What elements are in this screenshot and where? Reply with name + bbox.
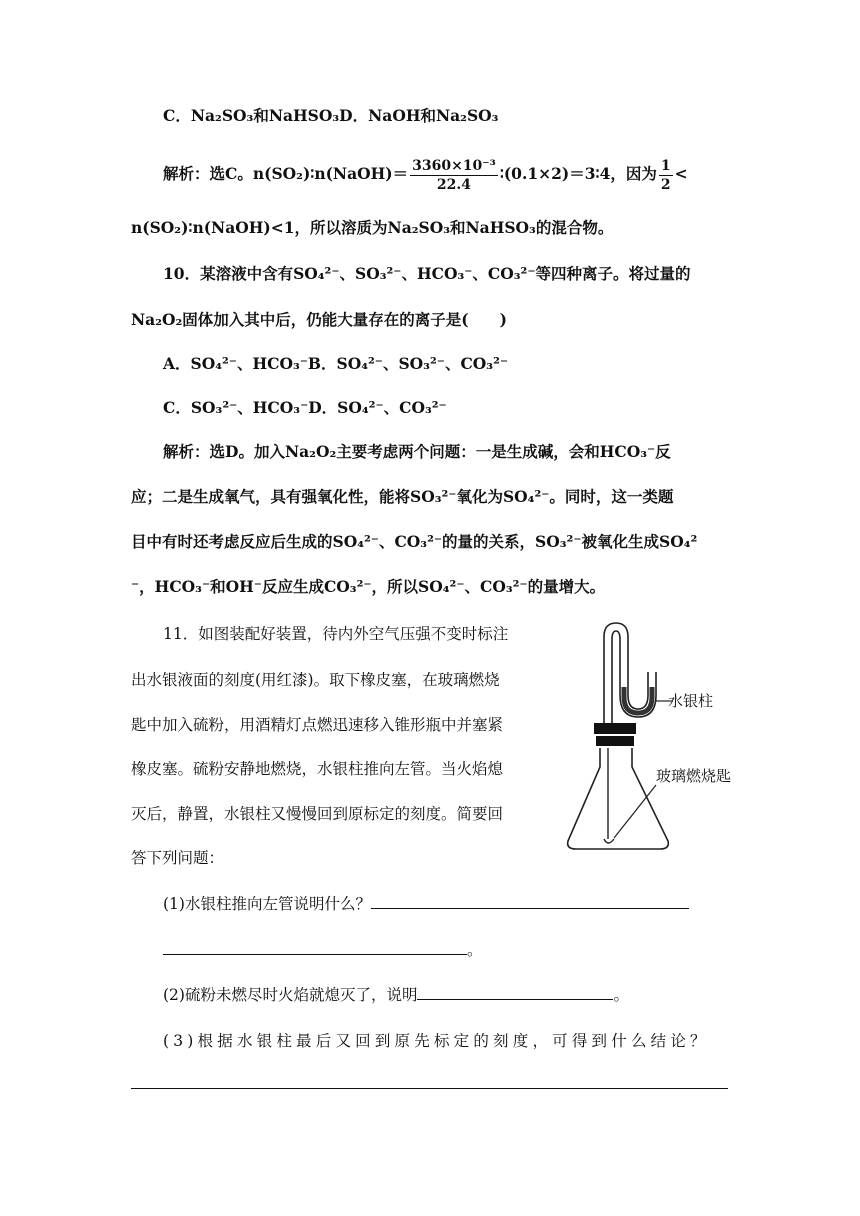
stopper-top — [594, 723, 636, 734]
label-spoon: 玻璃燃烧匙 — [656, 767, 732, 785]
q10-analysis-line3: 目中有时还考虑反应后生成的SO₄²⁻、CO₃²⁻的量的关系，SO₃²⁻被氧化生成SO₄² — [131, 532, 698, 551]
answer-blank-3[interactable] — [131, 1088, 728, 1089]
sub2-text: (2)硫粉未燃尽时火焰就熄灭了，说明 — [163, 986, 418, 1004]
q9-options-cd: C．Na₂SO₃和NaHSO₃D．NaOH和Na₂SO₃ — [163, 106, 499, 125]
apparatus-figure — [556, 617, 756, 857]
fraction-moles — [410, 157, 498, 194]
period-1: 。 — [467, 941, 483, 959]
analysis-expr1: n(SO₂)∶n(NaOH)＝ — [252, 164, 409, 183]
q11-stem-line4: 橡皮塞。硫粉安静地燃烧，水银柱推向左管。当火焰熄 — [131, 760, 504, 778]
q10-analysis-line4: ⁻，HCO₃⁻和OH⁻反应生成CO₃²⁻，所以SO₄²⁻、CO₃²⁻的量增大。 — [131, 577, 606, 596]
q10-stem-line1: 10．某溶液中含有SO₄²⁻、SO₃²⁻、HCO₃⁻、CO₃²⁻等四种离子。将过量的 — [163, 264, 691, 283]
q10-options-cd: C．SO₃²⁻、HCO₃⁻D．SO₄²⁻、CO₃²⁻ — [163, 398, 447, 417]
stopper-bottom — [596, 736, 634, 746]
half-numerator: 1 — [660, 157, 671, 174]
analysis-expr2: ∶(0.1×2)＝3∶4，因为 — [499, 164, 657, 183]
fraction-half — [659, 157, 673, 194]
label-mercury: 水银柱 — [668, 692, 714, 710]
period-2: 。 — [613, 986, 629, 1004]
flask-diagram — [556, 617, 756, 857]
q11-stem-line3: 匙中加入硫粉，用酒精灯点燃迅速移入锥形瓶中并塞紧 — [131, 716, 504, 734]
spoon-leader — [614, 785, 656, 838]
answer-blank-2[interactable] — [417, 983, 613, 1000]
q10-analysis-line2: 应；二是生成氧气，具有强氧化性，能将SO₃²⁻氧化为SO₄²⁻。同时，这一类题 — [131, 487, 674, 506]
sub1-text: (1)水银柱推向左管说明什么？ — [163, 895, 371, 913]
q11-stem-line6: 答下列问题： — [131, 849, 225, 867]
q10-stem-line2: Na₂O₂固体加入其中后，仍能大量存在的离子是( ) — [131, 310, 507, 329]
fraction-denominator: 22.4 — [436, 176, 472, 193]
q11-stem-line5: 灭后，静置，水银柱又慢慢回到原标定的刻度。简要回 — [131, 805, 504, 823]
analysis-label: 解析： — [163, 164, 210, 183]
less-than: < — [674, 164, 688, 183]
fraction-numerator: 3360×10⁻³ — [412, 157, 496, 174]
q9-analysis-line1 — [163, 150, 763, 198]
q9-analysis-line2: n(SO₂)∶n(NaOH)<1，所以溶质为Na₂SO₃和NaHSO₃的混合物。 — [131, 218, 614, 237]
spoon-cup — [604, 839, 614, 843]
q11-sub1 — [163, 892, 763, 916]
q11-stem-line2: 出水银液面的刻度(用红漆)。取下橡皮塞，在玻璃燃烧 — [131, 671, 500, 689]
q11-sub1-cont — [163, 938, 763, 962]
q10-options-ab: A．SO₄²⁻、HCO₃⁻B．SO₄²⁻、SO₃²⁻、CO₃²⁻ — [163, 354, 509, 373]
q11-sub3: (3)根据水银柱最后又回到原先标定的刻度，可得到什么结论？ — [163, 1032, 710, 1050]
analysis-pick: 选C。 — [209, 164, 253, 183]
half-denominator: 2 — [660, 176, 671, 193]
answer-blank-1[interactable] — [371, 892, 689, 909]
answer-blank-1b[interactable] — [163, 938, 467, 955]
q11-sub2 — [163, 983, 763, 1007]
q10-analysis-line1: 解析：选D。加入Na₂O₂主要考虑两个问题：一是生成碱，会和HCO₃⁻反 — [163, 442, 671, 461]
q11-stem-line1: 11．如图装配好装置，待内外空气压强不变时标注 — [163, 625, 509, 643]
